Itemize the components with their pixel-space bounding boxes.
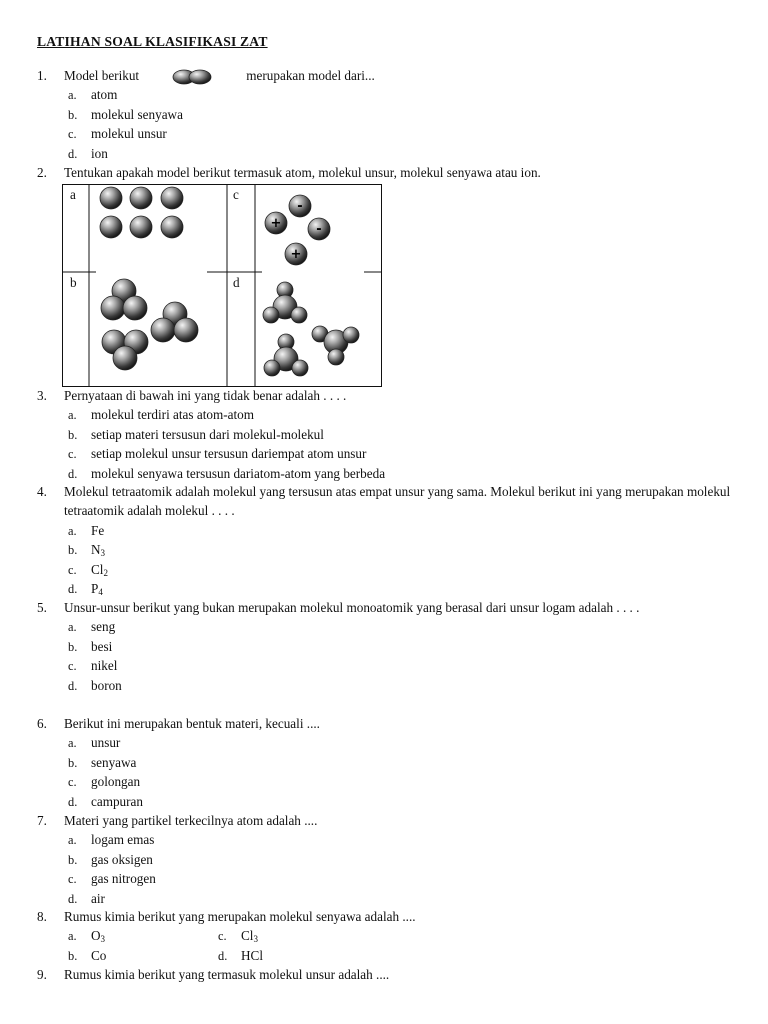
page-title: LATIHAN SOAL KLASIFIKASI ZAT xyxy=(37,34,268,49)
options-list xyxy=(68,405,737,483)
option-b[interactable]: b. setiap materi tersusun dari molekul-molekul xyxy=(68,426,324,442)
option-d[interactable]: d. HCl xyxy=(218,947,263,963)
option-d[interactable]: d. $P_4$ xyxy=(68,580,103,597)
cell-label-b: b xyxy=(70,275,77,290)
options-list xyxy=(68,830,737,908)
question-9 xyxy=(37,965,737,984)
question-number: 1. xyxy=(37,68,47,83)
question-text: Pernyataan di bawah ini yang tidak benar adalah . . . . xyxy=(64,388,347,403)
question-text: Berikut ini merupakan bentuk materi, kecuali .... xyxy=(64,716,320,731)
question-number: 3. xyxy=(37,388,47,403)
question-number: 7. xyxy=(37,813,47,828)
option-a[interactable]: a. $O_3$ xyxy=(68,928,106,945)
option-b[interactable]: b. molekul senyawa xyxy=(68,106,183,122)
question-text: Unsur-unsur berikut yang bukan merupakan molekul monoatomik yang berasal dari unsur logam adalah . . . . xyxy=(64,600,640,615)
question-number: 6. xyxy=(37,716,47,731)
cell-label-d: d xyxy=(233,275,240,290)
option-c[interactable]: c. golongan xyxy=(68,774,141,790)
question-number: 4. xyxy=(37,484,47,499)
option-c[interactable]: c. molekul unsur xyxy=(68,126,167,142)
cell-a-atoms xyxy=(100,187,183,238)
cell-d-molecules xyxy=(263,282,359,376)
options-list xyxy=(68,85,737,163)
option-b[interactable]: b. besi xyxy=(68,638,113,654)
question-3 xyxy=(37,386,737,483)
cell-label-a: a xyxy=(70,187,76,202)
question-2 xyxy=(37,163,737,182)
option-c[interactable]: c. gas nitrogen xyxy=(68,871,156,887)
option-d[interactable]: d. campuran xyxy=(68,793,143,809)
option-d[interactable]: d. molekul senyawa tersusun dariatom-atom yang berbeda xyxy=(68,465,386,481)
question-text: Materi yang partikel terkecilnya atom adalah .... xyxy=(64,813,318,828)
option-d[interactable]: d. air xyxy=(68,890,105,906)
ion-sign: + xyxy=(270,216,282,231)
cell-label-c: c xyxy=(233,187,239,202)
cell-b-molecules xyxy=(101,279,198,370)
option-a[interactable]: a. molekul terdiri atas atom-atom xyxy=(68,407,254,423)
question-1 xyxy=(37,66,737,163)
option-b[interactable]: b. senyawa xyxy=(68,754,137,770)
cell-c-ions xyxy=(265,195,330,265)
option-d[interactable]: d. boron xyxy=(68,677,122,693)
diatomic-molecule-icon xyxy=(160,69,232,85)
ion-sign: - xyxy=(297,199,303,214)
question-4 xyxy=(37,482,737,598)
ion-sign: - xyxy=(316,222,322,237)
question-text: Rumus kimia berikut yang merupakan molekul senyawa adalah .... xyxy=(64,909,416,924)
option-a[interactable]: a. seng xyxy=(68,619,116,635)
option-a[interactable]: a. logam emas xyxy=(68,832,155,848)
option-b[interactable]: b. gas oksigen xyxy=(68,851,153,867)
option-a[interactable]: a. Fe xyxy=(68,522,105,538)
option-a[interactable]: a. atom xyxy=(68,87,118,103)
option-b[interactable]: b. $N_3$ xyxy=(68,542,106,559)
question-6 xyxy=(37,714,737,811)
options-list xyxy=(68,733,737,811)
option-b[interactable]: b. Co xyxy=(68,947,107,963)
particle-model-table xyxy=(62,184,384,388)
question-number: 5. xyxy=(37,600,47,615)
option-d[interactable]: d. ion xyxy=(68,145,108,161)
question-number: 9. xyxy=(37,967,47,982)
options-grid xyxy=(68,926,737,965)
option-c[interactable]: c. $Cl_2$ xyxy=(68,561,108,578)
question-8 xyxy=(37,907,737,965)
question-text: Rumus kimia berikut yang termasuk molekul unsur adalah .... xyxy=(64,967,390,982)
option-c[interactable]: c. setiap molekul unsur tersusun dariempat atom unsur xyxy=(68,446,367,462)
option-c[interactable]: c. nikel xyxy=(68,658,118,674)
question-text: Model berikut merupakan model dari... xyxy=(64,68,375,83)
options-list xyxy=(68,521,737,599)
question-text: Tentukan apakah model berikut termasuk atom, molekul unsur, molekul senyawa atau ion. xyxy=(64,165,541,180)
options-list xyxy=(68,617,737,695)
question-number: 2. xyxy=(37,165,47,180)
question-5 xyxy=(37,598,737,695)
question-number: 8. xyxy=(37,909,47,924)
option-c[interactable]: c. $Cl_3$ xyxy=(218,928,258,945)
option-a[interactable]: a. unsur xyxy=(68,735,121,751)
question-7 xyxy=(37,811,737,908)
question-text: Molekul tetraatomik adalah molekul yang tersusun atas empat unsur yang sama. Molekul berikut ini yang merupakan molekul tetraatomik adalah molekul . . . . xyxy=(64,484,731,519)
ion-sign: + xyxy=(290,247,302,262)
